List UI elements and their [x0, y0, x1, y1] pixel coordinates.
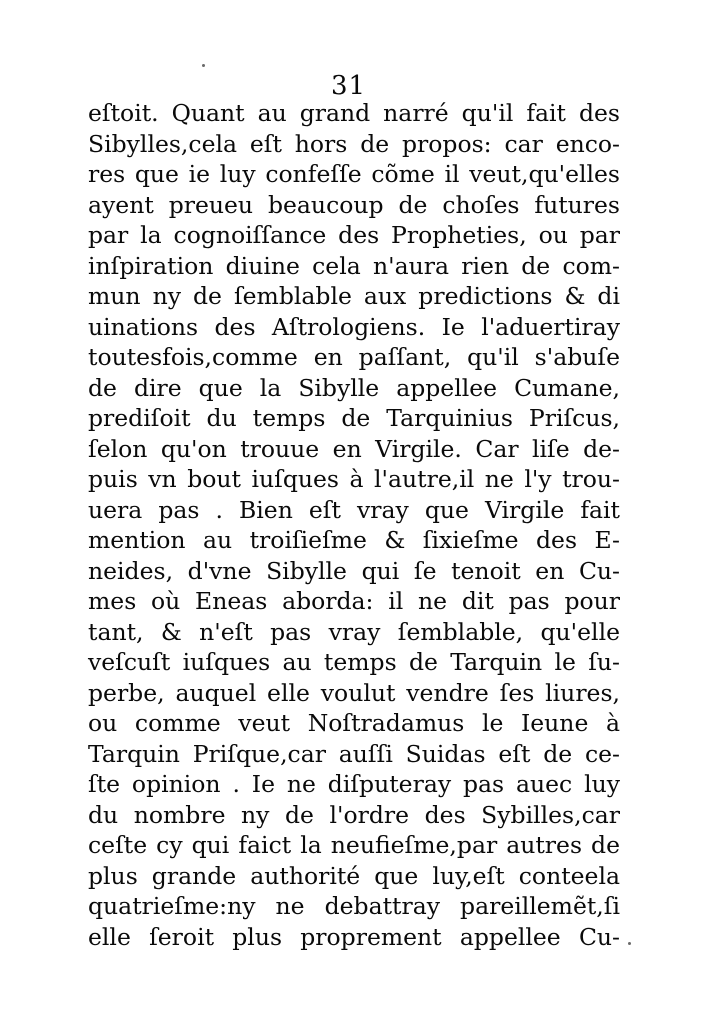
text-line: par la cognoiſſance des Propheties, ou par [88, 221, 620, 249]
text-line: perbe, auquel elle voulut vendre ſes liures, [88, 678, 620, 707]
ink-speck [628, 942, 631, 945]
text-line: ſelon qu'on trouue en Virgile. Car liſe de- [88, 434, 620, 463]
text-line: uera pas . Bien eſt vray que Virgile fait [88, 495, 620, 524]
text-line: puis vn bout iuſques à l'autre,il ne l'y trou- [88, 465, 620, 493]
text-line: quatrieſme:ny ne debattray pareillemẽt,ſi [88, 892, 620, 920]
text-line: du nombre ny de l'ordre des Sybilles,car [88, 800, 620, 829]
text-line: veſcuſt iuſques au temps de Tarquin le ſu- [88, 648, 620, 676]
page-number: 31 [331, 71, 367, 101]
text-line: uinations des Aſtrologiens. Ie l'aduertiray [88, 312, 620, 341]
text-line: toutesfois,comme en paſſant, qu'il s'abuſe [88, 343, 620, 371]
text-line: Tarquin Priſque,car auſſi Suidas eſt de ce- [88, 739, 620, 768]
text-line: mes où Eneas aborda: il ne dit pas pour [88, 587, 620, 615]
ink-speck [202, 64, 205, 67]
text-line: prediſoit du temps de Tarquinius Priſcus, [88, 404, 620, 432]
text-line: Sibylles,cela eſt hors de propos: car enco- [88, 129, 620, 158]
text-line: mention au troiſieſme & ſixieſme des E- [88, 526, 620, 554]
text-line: ceſte cy qui faict la neufieſme,par autres de [88, 831, 620, 859]
text-line: mun ny de ſemblable aux predictions & di [88, 282, 620, 310]
text-line: tant, & n'eſt pas vray ſemblable, qu'elle [88, 617, 620, 646]
text-line: res que ie luy confeſſe cõme il veut,qu'elles [88, 160, 620, 188]
text-line: ſte opinion . Ie ne diſputeray pas auec luy [88, 770, 620, 798]
text-line: neides, d'vne Sibylle qui ſe tenoit en Cu- [88, 556, 620, 585]
text-line: de dire que la Sibylle appellee Cumane, [88, 373, 620, 402]
text-line: inſpiration diuine cela n'aura rien de com- [88, 251, 620, 280]
text-line: ou comme veut Noſtradamus le Ieune à [88, 709, 620, 737]
text-line: elle ſeroit plus proprement appellee Cu- [88, 922, 620, 951]
text-line: ayent preueu beaucoup de choſes futures [88, 190, 620, 219]
text-line: plus grande authorité que luy,eſt conteela [88, 861, 620, 890]
body-text [88, 98, 620, 952]
text-line: eſtoit. Quant au grand narré qu'il fait des [88, 99, 620, 127]
